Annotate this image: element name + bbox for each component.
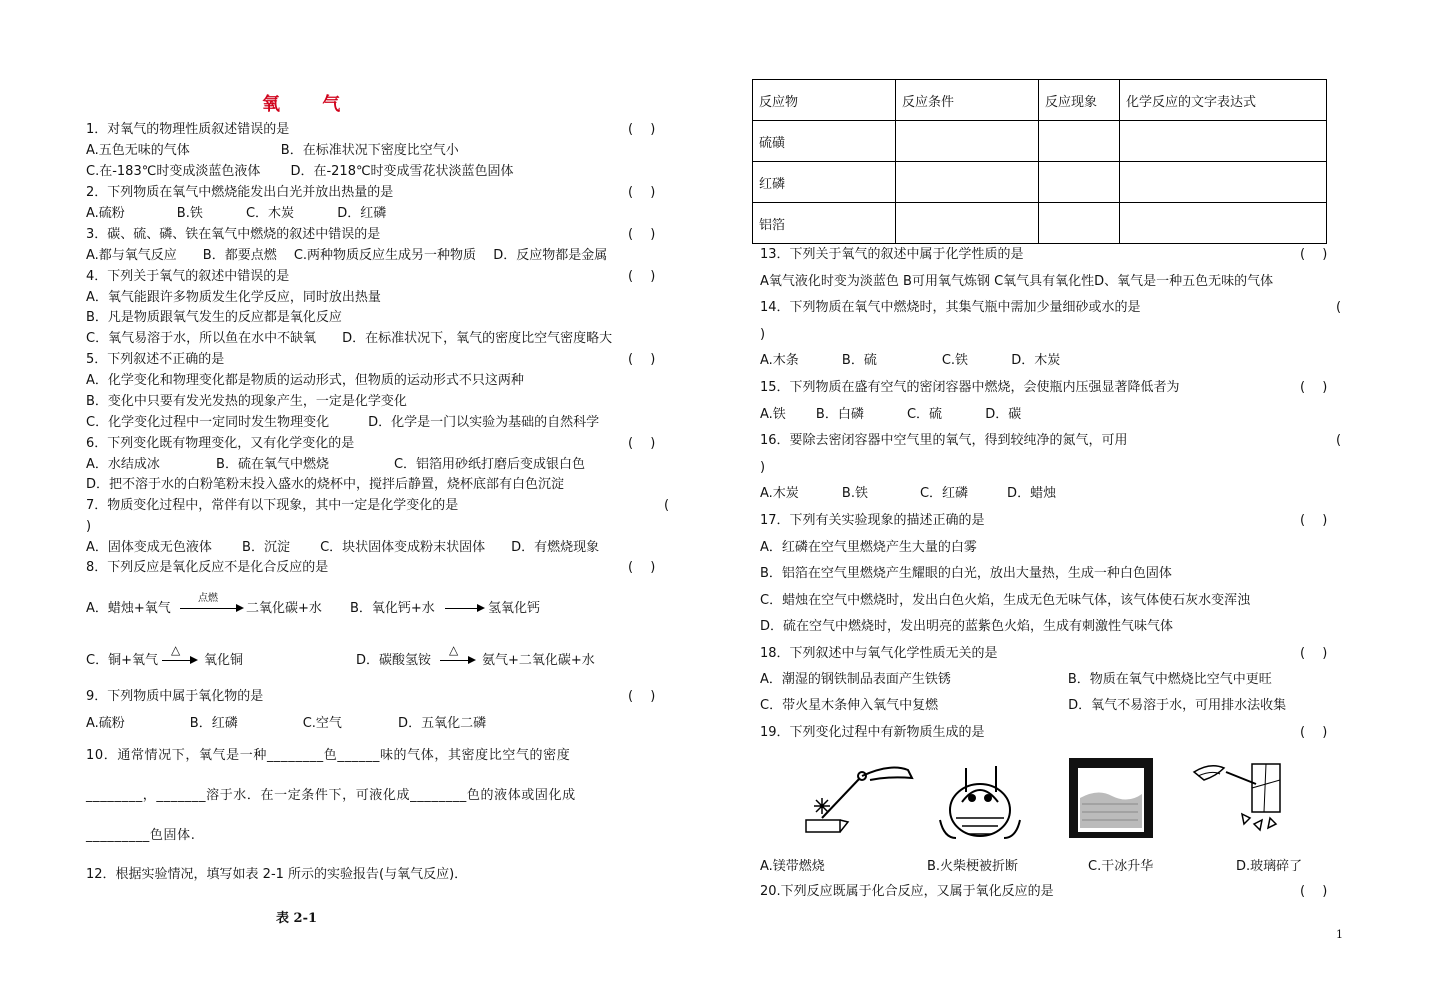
left-line: 8．下列反应是氧化反应不是化合反应的是 bbox=[86, 560, 329, 575]
right-answer-paren: ( ) bbox=[1300, 646, 1328, 661]
q8-d-reactants: D．碳酸氢铵 bbox=[356, 653, 432, 668]
right-line: A．潮湿的钢铁制品表面产生铁锈 B．物质在氧气中燃烧比空气中更旺 bbox=[760, 672, 1272, 687]
header-phenomenon: 反应现象 bbox=[1039, 80, 1120, 121]
left-line: A.都与氧气反应 B．都要点燃 C.两种物质反应生成另一种物质 D．反应物都是金属 bbox=[86, 248, 608, 263]
left-line: D．把不溶于水的白粉笔粉末投入盛水的烧杯中，搅拌后静置，烧杯底部有白色沉淀 bbox=[86, 477, 565, 492]
q19-option-a: A.镁带燃烧 bbox=[760, 859, 825, 874]
left-answer-paren: ( ) bbox=[628, 560, 656, 575]
q10-line-2: ________，_______溶于水．在一定条件下，可液化成________色的液体或固化成 bbox=[86, 788, 576, 803]
blank-cell[interactable] bbox=[1120, 121, 1327, 162]
experiment-report-table bbox=[752, 79, 1327, 244]
q9-options: A.硫粉 B．红磷 C.空气 D．五氧化二磷 bbox=[86, 716, 487, 731]
left-line: A．化学变化和物理变化都是物质的运动形式，但物质的运动形式不只这两种 bbox=[86, 373, 524, 388]
right-answer-paren: ( ) bbox=[1300, 247, 1328, 262]
right-line: 14．下列物质在氧气中燃烧时，其集气瓶中需加少量细砂或水的是 bbox=[760, 300, 1141, 315]
q20-stem: 20.下列反应既属于化合反应，又属于氧化反应的是 bbox=[760, 884, 1054, 899]
right-answer-paren: ( ) bbox=[1300, 380, 1328, 395]
page-title: 氧 气 bbox=[262, 94, 359, 115]
header-equation: 化学反应的文字表达式 bbox=[1120, 80, 1327, 121]
left-line: ) bbox=[86, 519, 92, 534]
left-answer-paren: ( ) bbox=[628, 352, 656, 367]
magnesium-burning-picture bbox=[800, 758, 920, 838]
blank-cell[interactable] bbox=[896, 121, 1039, 162]
table-row bbox=[753, 121, 1327, 162]
left-answer-paren: ( ) bbox=[628, 269, 656, 284]
q8-c-arrow bbox=[162, 660, 196, 661]
left-line: A．水结成冰 B．硫在氧气中燃烧 C．铝箔用砂纸打磨后变成银白色 bbox=[86, 457, 586, 472]
q8-b-arrow bbox=[445, 608, 483, 609]
q8-a-condition: 点燃 bbox=[198, 593, 218, 604]
left-line: 4．下列关于氧气的叙述中错误的是 bbox=[86, 269, 290, 284]
left-line: A.五色无味的气体 B．在标准状况下密度比空气小 bbox=[86, 143, 459, 158]
header-condition: 反应条件 bbox=[896, 80, 1039, 121]
q9-stem: 9．下列物质中属于氧化物的是 bbox=[86, 689, 264, 704]
left-answer-paren: ( ) bbox=[628, 122, 656, 137]
right-line: ) bbox=[760, 327, 766, 342]
right-line: 17．下列有关实验现象的描述正确的是 bbox=[760, 513, 985, 528]
left-line: 3．碳、硫、磷、铁在氧气中燃烧的叙述中错误的是 bbox=[86, 227, 381, 242]
q8-d-products: 氨气+二氧化碳+水 bbox=[482, 653, 595, 668]
page-number: 1 bbox=[1336, 928, 1343, 941]
q8-b-reactants: B．氧化钙+水 bbox=[350, 601, 435, 616]
left-line: A．固体变成无色液体 B．沉淀 C．块状固体变成粉末状固体 D．有燃烧现象 bbox=[86, 540, 600, 555]
blank-cell[interactable] bbox=[1039, 162, 1120, 203]
q19-option-b: B.火柴梗被折断 bbox=[927, 859, 1019, 874]
left-line: B．凡是物质跟氧气发生的反应都是氧化反应 bbox=[86, 310, 342, 325]
right-answer-paren: ( bbox=[1336, 300, 1342, 315]
right-line: A氧气液化时变为淡蓝色 B可用氧气炼钢 C氧气具有氧化性D、氧气是一种五色无味的气体 bbox=[760, 274, 1274, 289]
blank-cell[interactable] bbox=[896, 162, 1039, 203]
left-answer-paren: ( ) bbox=[628, 185, 656, 200]
left-line: C．化学变化过程中一定同时发生物理变化 D．化学是一门以实验为基础的自然科学 bbox=[86, 415, 600, 430]
right-line: 15．下列物质在盛有空气的密闭容器中燃烧，会使瓶内压强显著降低者为 bbox=[760, 380, 1180, 395]
right-line: B．铝箔在空气里燃烧产生耀眼的白光，放出大量热，生成一种白色固体 bbox=[760, 566, 1172, 581]
q8-c-reactants: C．铜+氧气 bbox=[86, 653, 158, 668]
table-row bbox=[753, 203, 1327, 244]
right-line: 13．下列关于氧气的叙述中属于化学性质的是 bbox=[760, 247, 1024, 262]
right-line: 18．下列叙述中与氧气化学性质无关的是 bbox=[760, 646, 998, 661]
left-answer-paren: ( ) bbox=[628, 227, 656, 242]
q19-option-c: C.干冰升华 bbox=[1088, 859, 1154, 874]
blank-cell[interactable] bbox=[896, 203, 1039, 244]
left-line: C.在-183℃时变成淡蓝色液体 D．在-218℃时变成雪花状淡蓝色固体 bbox=[86, 164, 514, 179]
q8-b-products: 氢氧化钙 bbox=[488, 601, 541, 616]
left-line: 1．对氧气的物理性质叙述错误的是 bbox=[86, 122, 290, 137]
right-line: A.木条 B．硫 C.铁 D．木炭 bbox=[760, 353, 1061, 368]
row-reactant: 红磷 bbox=[753, 162, 896, 203]
row-reactant: 铝箔 bbox=[753, 203, 896, 244]
right-line: A．红磷在空气里燃烧产生大量的白雾 bbox=[760, 540, 977, 555]
right-answer-paren: ( ) bbox=[1300, 725, 1328, 740]
blank-cell[interactable] bbox=[1039, 203, 1120, 244]
left-line: C．氧气易溶于水，所以鱼在水中不缺氧 D．在标准状况下，氧气的密度比空气密度略大 bbox=[86, 331, 613, 346]
right-line: 16．要除去密闭容器中空气里的氧气，得到较纯净的氮气，可用 bbox=[760, 433, 1128, 448]
left-line: B．变化中只要有发光发热的现象产生，一定是化学变化 bbox=[86, 394, 407, 409]
blank-cell[interactable] bbox=[1120, 203, 1327, 244]
blank-cell[interactable] bbox=[1120, 162, 1327, 203]
q8-d-arrow bbox=[440, 660, 474, 661]
left-line: 7．物质变化过程中，常伴有以下现象，其中一定是化学变化的是 bbox=[86, 498, 459, 513]
question-12: 12．根据实验情况，填写如表 2-1 所示的实验报告(与氧气反应)． bbox=[86, 867, 468, 882]
left-answer-paren: ( bbox=[664, 498, 670, 513]
dry-ice-sublimation-picture bbox=[1068, 758, 1154, 838]
right-line: ) bbox=[760, 460, 766, 475]
q8-c-products: 氧化铜 bbox=[204, 653, 244, 668]
table-header-row bbox=[753, 80, 1327, 121]
q19-option-d: D.玻璃碎了 bbox=[1236, 859, 1303, 874]
match-breaking-picture bbox=[936, 758, 1026, 844]
glass-breaking-picture bbox=[1190, 758, 1286, 838]
q10-line-1: 10．通常情况下，氧气是一种________色______味的气体，其密度比空气的密度 bbox=[86, 748, 571, 763]
q20-answer-paren: ( ) bbox=[1300, 884, 1328, 899]
left-line: A.硫粉 B.铁 C．木炭 D．红磷 bbox=[86, 206, 387, 221]
q8-d-condition: △ bbox=[449, 643, 459, 657]
q8-c-condition: △ bbox=[171, 643, 181, 657]
q10-line-3: _________色固体. bbox=[86, 828, 196, 843]
blank-cell[interactable] bbox=[1039, 121, 1120, 162]
header-reactant: 反应物 bbox=[753, 80, 896, 121]
left-answer-paren: ( ) bbox=[628, 436, 656, 451]
left-line: 2．下列物质在氧气中燃烧能发出白光并放出热量的是 bbox=[86, 185, 394, 200]
right-answer-paren: ( bbox=[1336, 433, 1342, 448]
table-row bbox=[753, 162, 1327, 203]
right-line: A.木炭 B.铁 C．红磷 D．蜡烛 bbox=[760, 486, 1057, 501]
left-line: A．氧气能跟许多物质发生化学反应，同时放出热量 bbox=[86, 290, 381, 305]
right-answer-paren: ( ) bbox=[1300, 513, 1328, 528]
row-reactant: 硫磺 bbox=[753, 121, 896, 162]
q9-answer-paren: ( ) bbox=[628, 689, 656, 704]
left-line: 6．下列变化既有物理变化，又有化学变化的是 bbox=[86, 436, 355, 451]
q8-a-products: 二氧化碳+水 bbox=[246, 601, 322, 616]
q8-a-arrow bbox=[180, 608, 242, 609]
left-line: 5．下列叙述不正确的是 bbox=[86, 352, 225, 367]
q8-a-reactants: A．蜡烛+氧气 bbox=[86, 601, 171, 616]
right-line: A.铁 B．白磷 C．硫 D．碳 bbox=[760, 407, 1022, 422]
right-line: 19．下列变化过程中有新物质生成的是 bbox=[760, 725, 985, 740]
right-line: C．蜡烛在空气中燃烧时，发出白色火焰，生成无色无味气体，该气体使石灰水变浑浊 bbox=[760, 593, 1251, 608]
table-caption: 表 2-1 bbox=[276, 911, 318, 926]
right-line: D．硫在空气中燃烧时，发出明亮的蓝紫色火焰，生成有刺激性气味气体 bbox=[760, 619, 1174, 634]
right-line: C．带火星木条伸入氧气中复燃 D．氧气不易溶于水，可用排水法收集 bbox=[760, 698, 1287, 713]
